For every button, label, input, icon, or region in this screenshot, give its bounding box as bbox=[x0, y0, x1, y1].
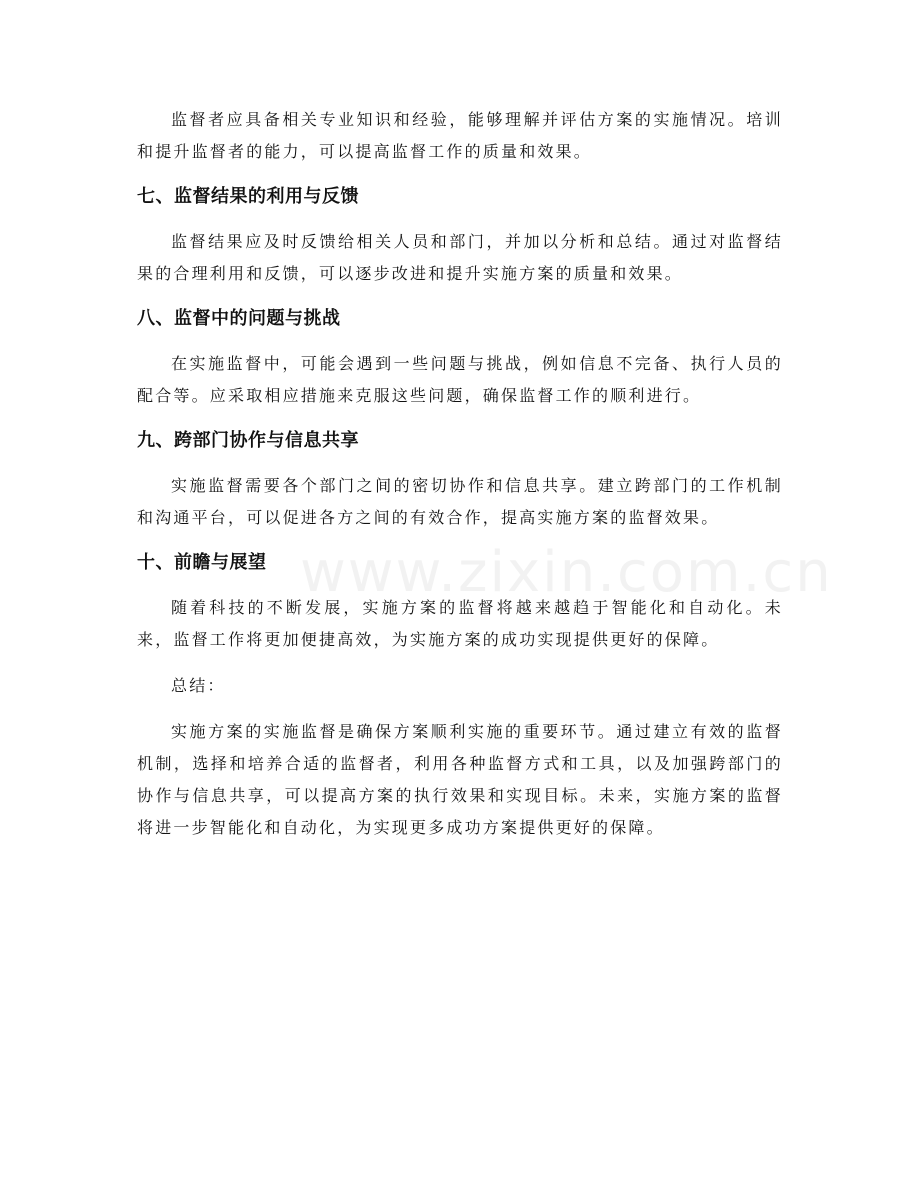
section-heading-7: 七、监督结果的利用与反馈 bbox=[137, 186, 359, 207]
paragraph-cross-department: 实施监督需要各个部门之间的密切协作和信息共享。建立跨部门的工作机制和沟通平台，可以促进各方之间的有效合作，提高实施方案的监督效果。 bbox=[137, 476, 783, 527]
watermark-text: www.zixin.com.cn bbox=[300, 540, 833, 605]
summary-label: 总结： bbox=[171, 676, 226, 695]
paragraph-outlook: 随着科技的不断发展，实施方案的监督将越来越趋于智能化和自动化。未来，监督工作将更加便捷高效，为实施方案的成功实现提供更好的保障。 bbox=[137, 598, 783, 649]
paragraph-summary: 实施方案的实施监督是确保方案顺利实施的重要环节。通过建立有效的监督机制，选择和培养合适的监督者，利用各种监督方式和工具，以及加强跨部门的协作与信息共享，可以提高方案的执行效果和实现目标。未来，实施方案的监督将进一步智能化和自动化，为实现更多成功方案提供更好的保障。 bbox=[137, 722, 783, 837]
document-body bbox=[137, 104, 783, 858]
section-heading-10: 十、前瞻与展望 bbox=[137, 552, 267, 573]
section-heading-8: 八、监督中的问题与挑战 bbox=[137, 308, 341, 329]
section-heading-9: 九、跨部门协作与信息共享 bbox=[137, 430, 359, 451]
paragraph-problems-challenges: 在实施监督中，可能会遇到一些问题与挑战，例如信息不完备、执行人员的配合等。应采取相应措施来克服这些问题，确保监督工作的顺利进行。 bbox=[137, 354, 783, 405]
paragraph-supervisor-ability: 监督者应具备相关专业知识和经验，能够理解并评估方案的实施情况。培训和提升监督者的能力，可以提高监督工作的质量和效果。 bbox=[137, 110, 783, 161]
paragraph-result-feedback: 监督结果应及时反馈给相关人员和部门，并加以分析和总结。通过对监督结果的合理利用和反馈，可以逐步改进和提升实施方案的质量和效果。 bbox=[137, 232, 783, 283]
